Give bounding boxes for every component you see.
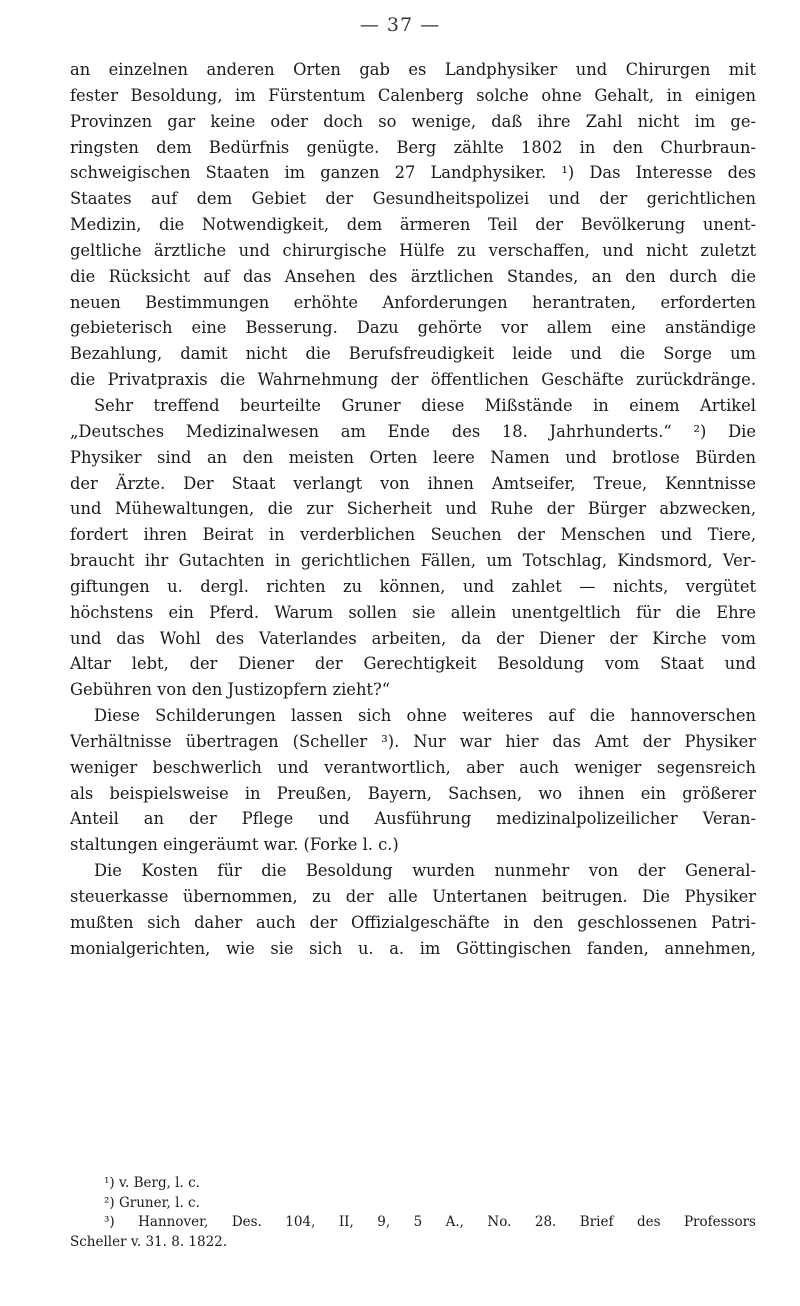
text-line: als beispielsweise in Preußen, Bayern, Sachsen, wo ihnen ein größerer [70, 783, 756, 803]
footnote: ¹) v. Berg, l. c. [104, 1175, 200, 1191]
footnote: ²) Gruner, l. c. [104, 1194, 200, 1211]
text-line: Sehr treffend beurteilte Gruner diese Mißstände in einem Artikel [94, 395, 756, 415]
text-line: die Privatpraxis die Wahrnehmung der öffentlichen Geschäfte zurückdränge. [70, 370, 756, 390]
text-line: Bezahlung, damit nicht die Berufsfreudigkeit leide und die Sorge um [70, 344, 756, 364]
text-line: Physiker sind an den meisten Orten leere Namen und brotlose Bürden [70, 447, 756, 467]
text-line: Verhältnisse übertragen (Scheller ³). Nur war hier das Amt der Physiker [70, 731, 756, 751]
footnote: Scheller v. 31. 8. 1822. [70, 1233, 228, 1250]
text-line: an einzelnen anderen Orten gab es Landphysiker und Chirurgen mit [70, 60, 756, 79]
text-line: und Mühewaltungen, die zur Sicherheit und Ruhe der Bürger abzwecken, [70, 499, 756, 519]
text-line: gebieterisch eine Besserung. Dazu gehörte vor allem eine anständige [70, 318, 756, 338]
text-line: ringsten dem Bedürfnis genügte. Berg zählte 1802 in den Churbraun- [70, 137, 756, 157]
text-line: geltliche ärztliche und chirurgische Hülfe zu verschaffen, und nicht zuletzt [70, 240, 756, 260]
text-line: höchstens ein Pferd. Warum sollen sie allein unentgeltlich für die Ehre [70, 602, 756, 622]
text-line: mußten sich daher auch der Offizialgeschäfte in den geschlossenen Patri- [70, 912, 756, 932]
text-line: Gebühren von den Justizopfern zieht?“ [70, 680, 391, 700]
text-line: giftungen u. dergl. richten zu können, und zahlet — nichts, vergütet [70, 576, 756, 596]
text-line: Altar lebt, der Diener der Gerechtigkeit Besoldung vom Staat und [70, 654, 756, 674]
text-line: „Deutsches Medizinalwesen am Ende des 18. Jahrhunderts.“ ²) Die [70, 421, 756, 441]
text-line: Medizin, die Notwendigkeit, dem ärmeren Teil der Bevölkerung unent- [70, 215, 756, 235]
text-line: Anteil an der Pflege und Ausführung medizinalpolizeilicher Veran- [70, 809, 756, 829]
text-line: der Ärzte. Der Staat verlangt von ihnen Amtseifer, Treue, Kenntnisse [70, 473, 756, 493]
text-line: steuerkasse übernommen, zu der alle Untertanen beitrugen. Die Physiker [70, 887, 756, 906]
text-line: fordert ihren Beirat in verderblichen Seuchen der Menschen und Tiere, [70, 525, 756, 545]
text-line: Staates auf dem Gebiet der Gesundheitspolizei und der gerichtlichen [70, 189, 756, 209]
text-line: fester Besoldung, im Fürstentum Calenberg solche ohne Gehalt, in einigen [70, 85, 756, 105]
page-number: — 37 — [359, 14, 441, 36]
text-line: braucht ihr Gutachten in gerichtlichen Fällen, um Totschlag, Kindsmord, Ver- [70, 551, 756, 571]
text-line: Diese Schilderungen lassen sich ohne weiteres auf die hannoverschen [94, 706, 756, 726]
body-text [70, 57, 756, 962]
text-line: weniger beschwerlich und verantwortlich, aber auch weniger segensreich [70, 757, 756, 777]
text-line: schweigischen Staaten im ganzen 27 Landphysiker. ¹) Das Interesse des [70, 163, 756, 183]
text-line: Die Kosten für die Besoldung wurden nunmehr von der General- [94, 861, 756, 881]
text-line: monialgerichten, wie sie sich u. a. im Göttingischen fanden, annehmen, [70, 938, 756, 958]
text-line: die Rücksicht auf das Ansehen des ärztlichen Standes, an den durch die [70, 266, 756, 286]
text-line: neuen Bestimmungen erhöhte Anforderungen herantraten, erforderten [70, 292, 756, 312]
text-line: und das Wohl des Vaterlandes arbeiten, da der Diener der Kirche vom [70, 628, 756, 648]
text-line: Provinzen gar keine oder doch so wenige, daß ihre Zahl nicht im ge- [70, 111, 756, 131]
text-line: staltungen eingeräumt war. (Forke l. c.) [70, 835, 399, 855]
footnotes [70, 1174, 756, 1252]
footnote: ³) Hannover, Des. 104, II, 9, 5 A., No. 28. Brief des Professors [104, 1214, 756, 1230]
